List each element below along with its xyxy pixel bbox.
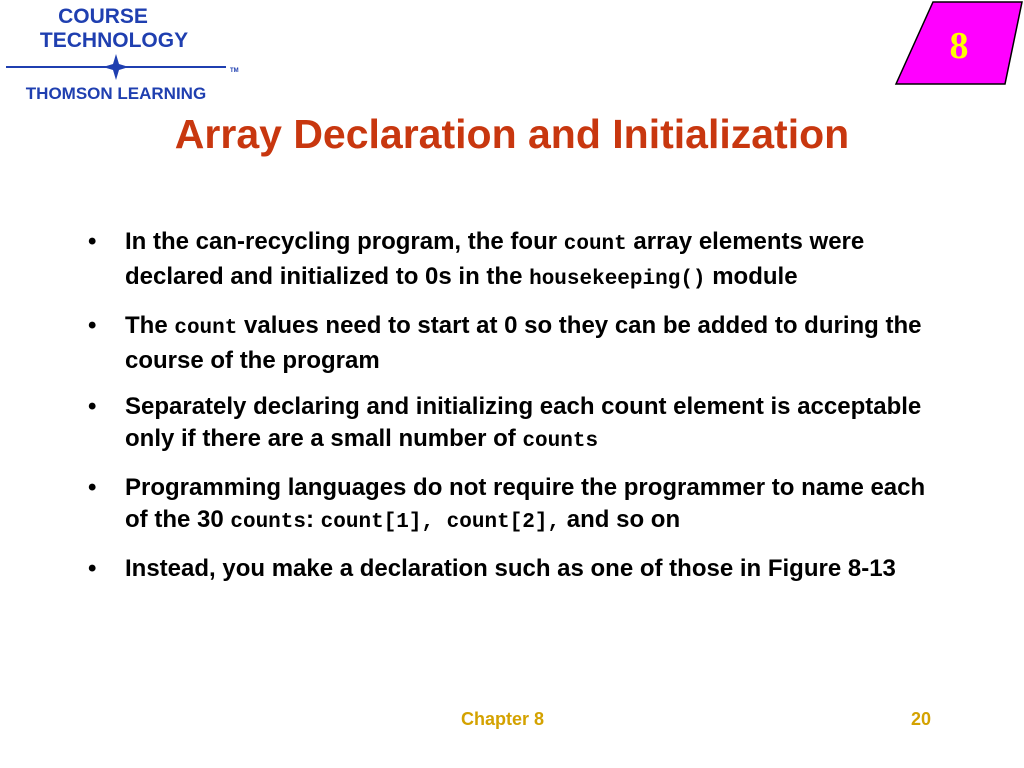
bullet-item <box>88 226 938 296</box>
bullet-text: and so on <box>560 506 681 533</box>
logo-star-icon <box>103 54 129 80</box>
bullet-text: In the can-recycling program, the four <box>125 228 564 255</box>
bullet-item <box>88 391 938 458</box>
logo-line-course: COURSE <box>58 5 148 28</box>
bullet-text: module <box>705 263 798 290</box>
bullet-item <box>88 472 938 539</box>
bullet-marker: • <box>88 393 97 420</box>
footer-page-number: 20 <box>911 709 932 729</box>
bullet-code: counts <box>522 430 599 453</box>
bullet-text: : <box>305 506 321 533</box>
chapter-badge <box>893 0 1024 86</box>
logo-line-thomson: THOMSON LEARNING <box>25 84 207 103</box>
logo-line-technology: TECHNOLOGY <box>39 29 189 52</box>
bullet-text: array elements were declared and initialized to 0s in the <box>125 228 865 290</box>
bullet-list <box>88 226 938 599</box>
bullet-marker: • <box>88 555 97 582</box>
bullet-item <box>88 553 938 585</box>
bullet-text: Programming languages do not require the programmer to name each of the 30 <box>125 474 926 533</box>
footer-chapter-label: Chapter 8 <box>461 709 545 729</box>
bullet-marker: • <box>88 228 97 255</box>
bullet-text: Separately declaring and initializing each count element is acceptable only if there are a small number of <box>125 393 922 452</box>
bullet-item <box>88 310 938 377</box>
slide-title: Array Declaration and Initialization <box>174 111 850 157</box>
bullet-code: housekeeping() <box>529 268 706 291</box>
bullet-code: count[1], count[2], <box>320 511 561 534</box>
chapter-badge-number: 8 <box>949 25 969 67</box>
bullet-text: values need to start at 0 so they can be added to during the course of the program <box>125 312 922 374</box>
bullet-marker: • <box>88 312 97 339</box>
bullet-code: counts <box>230 511 306 534</box>
bullet-code: count <box>174 317 238 340</box>
course-technology-logo <box>0 0 265 110</box>
bullet-marker: • <box>88 474 97 501</box>
bullet-text: The <box>125 312 175 339</box>
logo-trademark: TM <box>230 68 239 74</box>
bullet-code: count <box>563 233 627 256</box>
bullet-text: Instead, you make a declaration such as one of those in Figure 8-13 <box>125 555 896 582</box>
